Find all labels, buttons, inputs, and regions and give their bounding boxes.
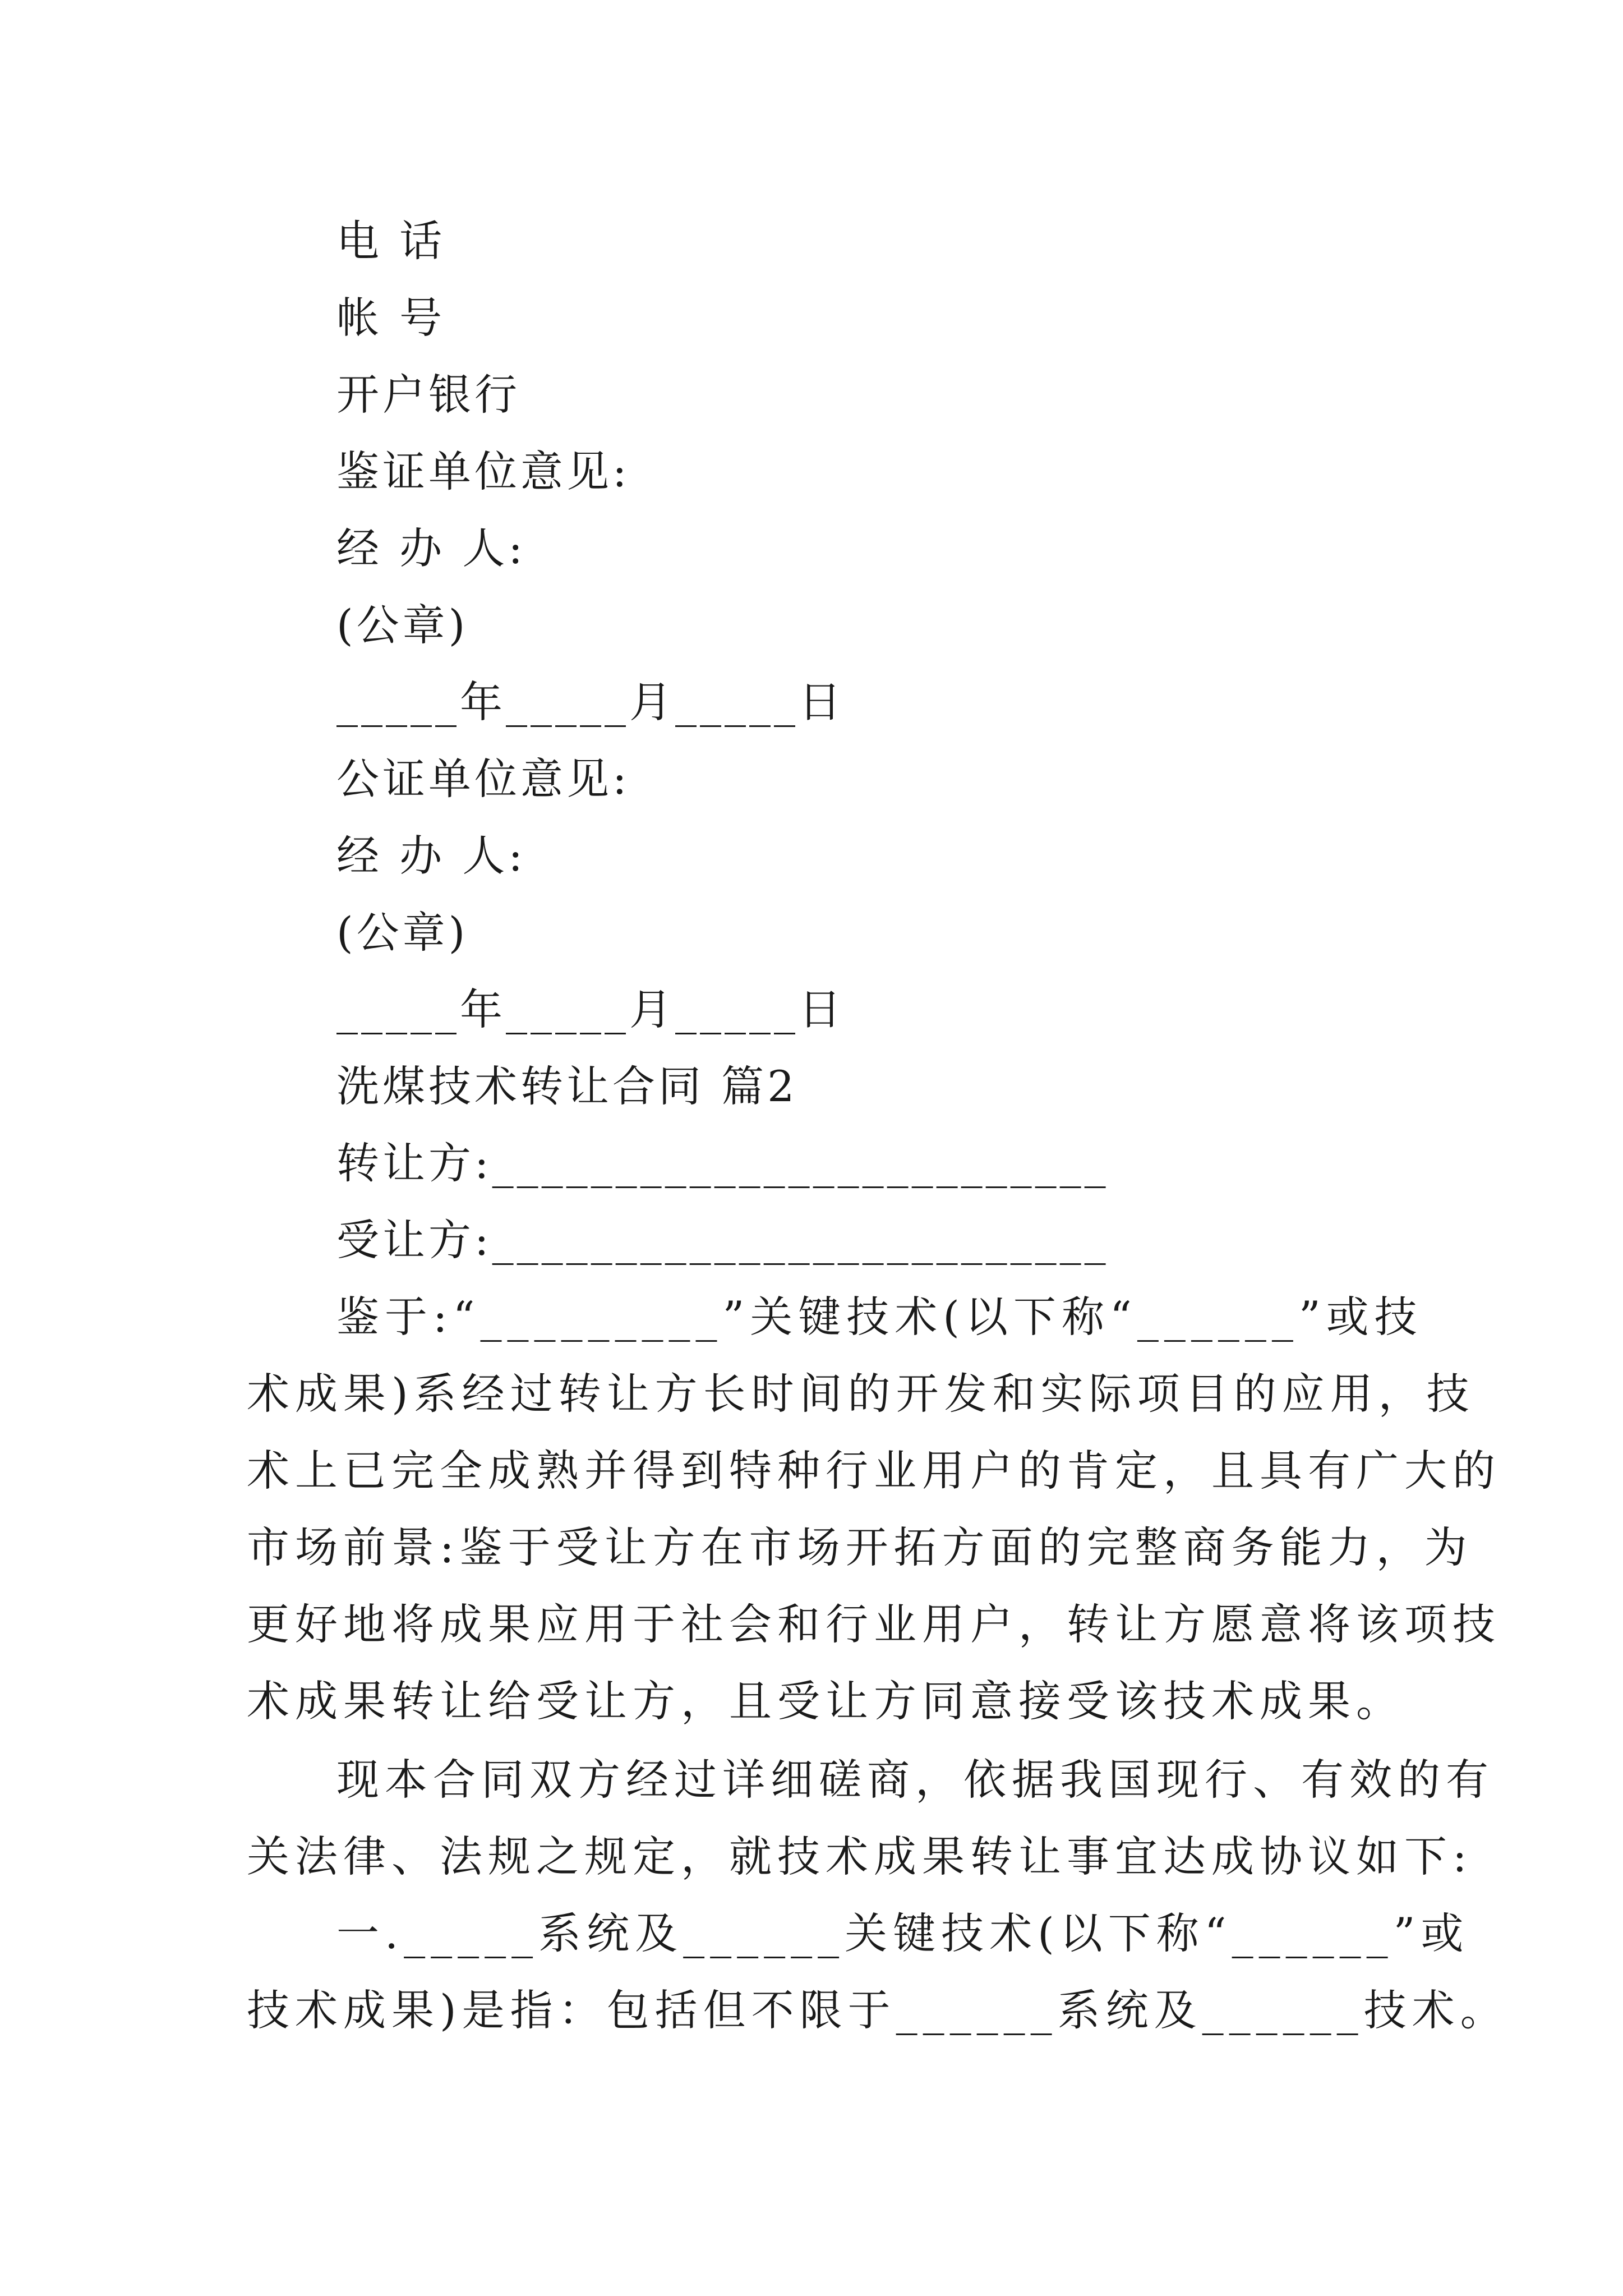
date-line: _____年_____月_____日 bbox=[336, 677, 845, 727]
verification-opinion-label: 鉴证单位意见: bbox=[336, 447, 630, 496]
handler-label: 经 办 人: bbox=[336, 831, 526, 881]
transferee-line: 受让方:_________________________ bbox=[336, 1215, 1109, 1265]
clause-line: 一._____系统及______关键技术(以下称“______”或 bbox=[336, 1908, 1469, 1958]
paragraph-line: 现本合同双方经过详细磋商，依据我国现行、有效的有 bbox=[336, 1755, 1494, 1805]
phone-label: 电 话 bbox=[336, 216, 446, 266]
transferor-line: 转让方:_________________________ bbox=[336, 1138, 1109, 1188]
paragraph-line: 术上已完全成熟并得到特种行业用户的肯定，且具有广大的 bbox=[247, 1446, 1501, 1496]
account-label: 帐 号 bbox=[336, 293, 446, 343]
seal-label: (公章) bbox=[336, 600, 469, 650]
section-title: 洗煤技术转让合同 篇2 bbox=[336, 1061, 798, 1111]
seal-label: (公章) bbox=[336, 908, 469, 958]
paragraph-line: 市场前景:鉴于受让方在市场开拓方面的完整商务能力，为 bbox=[247, 1522, 1473, 1572]
clause-line: 技术成果)是指：包括但不限于______系统及______技术。 bbox=[247, 1985, 1509, 2035]
paragraph-line: 术成果转让给受让方，且受让方同意接受该技术成果。 bbox=[247, 1676, 1404, 1726]
paragraph-line: 更好地将成果应用于社会和行业用户，转让方愿意将该项技 bbox=[247, 1599, 1501, 1649]
date-line: _____年_____月_____日 bbox=[336, 984, 845, 1034]
bank-label: 开户银行 bbox=[336, 370, 520, 420]
paragraph-line: 术成果)系经过转让方长时间的开发和实际项目的应用，技 bbox=[247, 1369, 1475, 1419]
paragraph-line: 关法律、法规之规定，就技术成果转让事宜达成协议如下: bbox=[247, 1832, 1473, 1881]
notary-opinion-label: 公证单位意见: bbox=[336, 754, 630, 804]
handler-label: 经 办 人: bbox=[336, 523, 526, 573]
paragraph-line: 鉴于:“_________”关键技术(以下称“______”或技 bbox=[336, 1292, 1423, 1342]
